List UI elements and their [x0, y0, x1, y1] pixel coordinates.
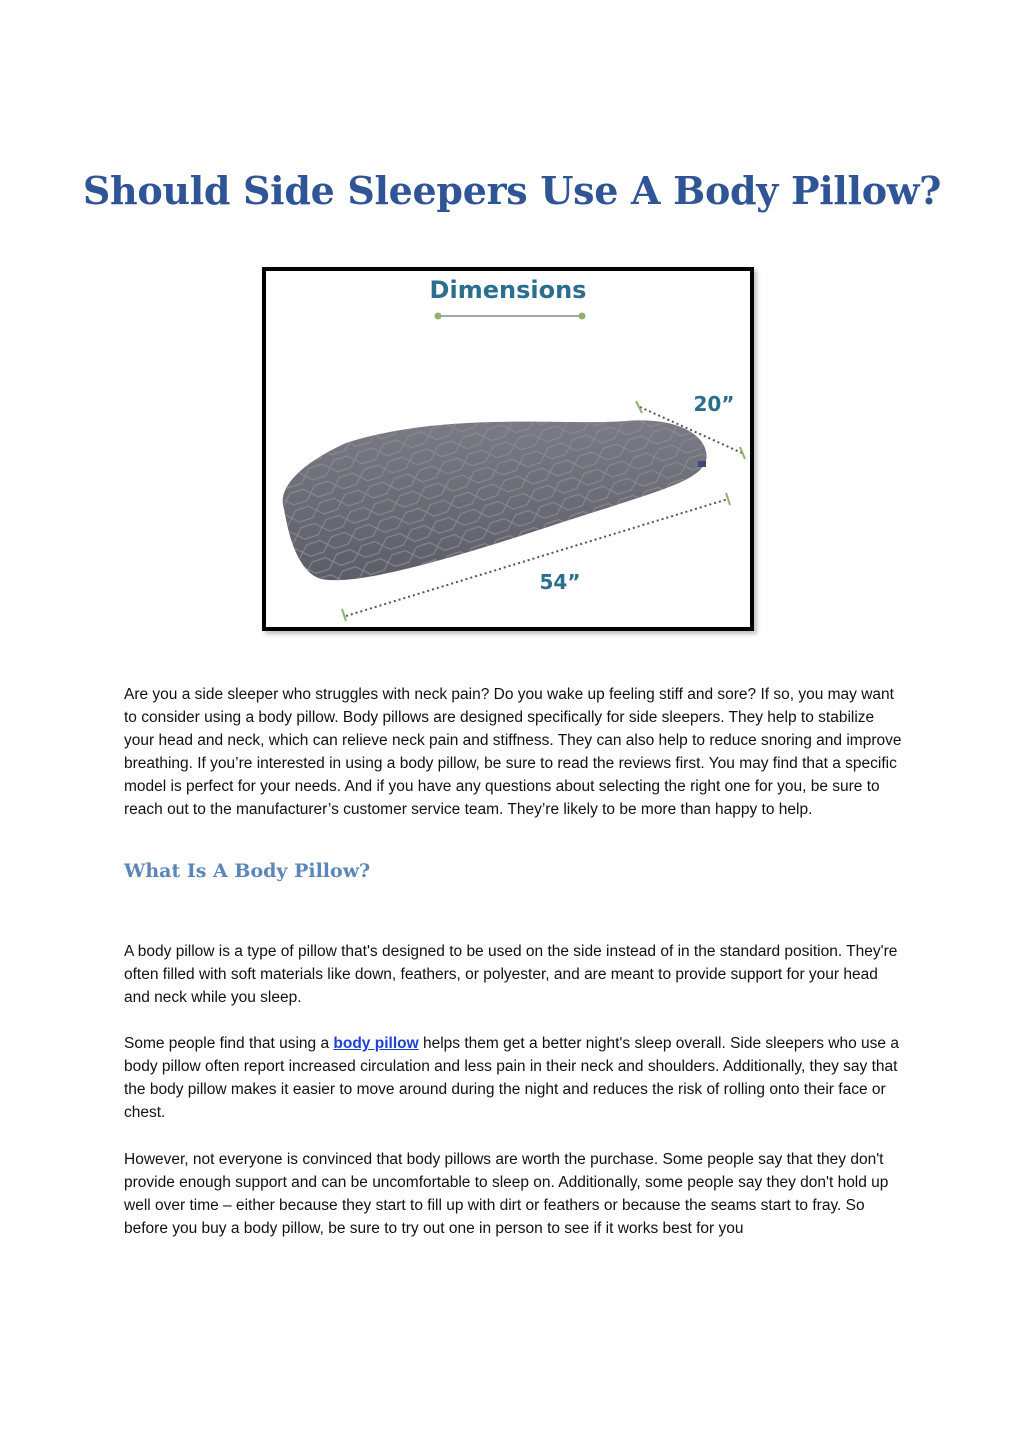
page-title: Should Side Sleepers Use A Body Pillow? — [82, 168, 942, 213]
dimensions-heading: Dimensions — [429, 276, 587, 304]
benefits-text-end: helps them get a better night's sleep overall. Side sleepers who use a body pillow often report increased circulation and less pain in their neck and shoulders. Additionally, they say that the body pillow makes it easier to move around during the night and reduces the risk of rolling onto their face or chest. — [124, 1035, 899, 1121]
length-label: 54” — [539, 570, 581, 594]
body-pillow-link[interactable]: body pillow — [333, 1035, 419, 1052]
intro-paragraph: Are you a side sleeper who struggles with neck pain? Do you wake up feeling stiff and sore? If so, you may want to consider using a body pillow. Body pillows are designed specifically for side sleepers. They help to stabilize your head and neck, which can relieve neck pain and stiffness. They can also help to reduce snoring and improve breathing. If you’re interested in using a body pillow, be sure to read the reviews first. You may find that a specific model is perfect for your needs. And if you have any questions about selecting the right one for you, be sure to reach out to the manufacturer’s customer service team. They’re likely to be more than happy to help. — [124, 686, 902, 818]
benefits-paragraph — [124, 1032, 904, 1124]
pillow-shape — [283, 420, 707, 580]
pillow-dimensions-image — [262, 267, 754, 631]
drawbacks-paragraph: However, not everyone is convinced that body pillows are worth the purchase. Some people say that they don't provide enough support and can be uncomfortable to sleep on. Additionally, some people say they don't hold up well over time – either because they start to fill up with dirt or feathers or because the seams start to fray. So before you buy a body pillow, be sure to try out one in person to see if it works best for you — [124, 1151, 889, 1237]
section-heading: What Is A Body Pillow? — [124, 860, 371, 882]
definition-paragraph: A body pillow is a type of pillow that's designed to be used on the side instead of in the standard position. They're often filled with soft materials like down, feathers, or polyester, and are meant to provide support for your head and neck while you sleep. — [124, 943, 898, 1006]
width-label: 20” — [693, 392, 735, 416]
benefits-text-start: Some people find that using a — [124, 1035, 334, 1052]
